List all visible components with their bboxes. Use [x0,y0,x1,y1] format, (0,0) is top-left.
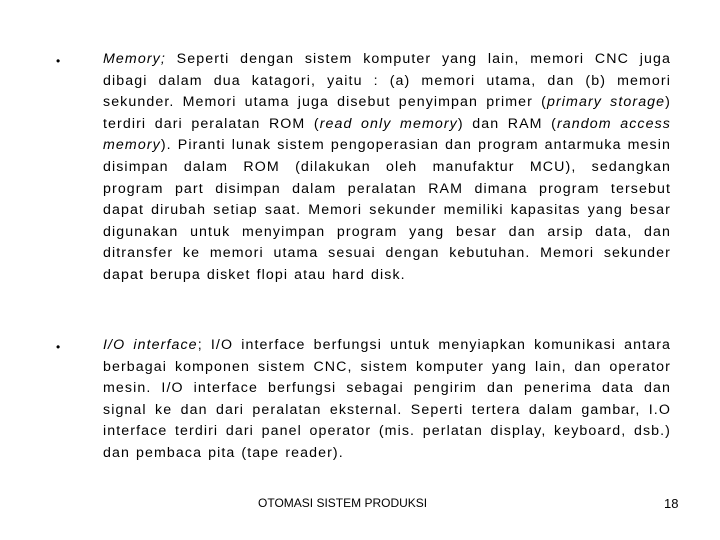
bullet-marker: • [56,340,61,354]
page-number: 18 [664,496,679,511]
io-interface-text: ; I/O interface berfungsi untuk menyiapkan komunikasi antara berbagai komponen sistem CNC, sistem komputer yang lain, dan operator mesin. I/O interface berfungsi sebagai pengirim dan penerima data dan signal ke dan dari peralatan eksternal. Seperti tertera dalam gambar, I.O interface terdiri dari panel operator (mis. perlatan display, keyboard, dsb.) dan pembaca pita (tape reader). [103,337,672,461]
memory-text-1: Seperti dengan sistem komputer yang lain, memori CNC juga dibagi dalam dua katagori, yaitu : (a) memori utama, dan (b) memori sekunder. Memori utama juga disebut penyimpan primer ( [103,51,671,111]
bullet-marker: • [56,54,61,68]
io-interface-paragraph [103,335,671,465]
memory-paragraph [103,49,671,287]
memory-text-3: ) dan RAM ( [457,115,557,132]
rom-term: read only memory [319,115,458,132]
ram-term: random access memory [103,115,671,154]
memory-term: Memory; [103,51,166,67]
memory-text-4: ). Piranti lunak sistem pengoperasian dan program antarmuka mesin disimpan dalam ROM (dilakukan oleh manufaktur MCU), sedangkan program part disimpan dalam peralatan RAM dimana program tersebut dapat dirubah setiap saat. Memori sekunder memiliki kapasitas yang besar digunakan untuk menyimpan program yang besar dan arsip data, dan ditransfer ke memori utama sesuai dengan kebutuhan. Memori sekunder dapat berupa disket flopi atau hard disk. [103,137,671,283]
io-interface-term: I/O interface [103,337,198,353]
primary-storage-term: primary storage [546,94,666,111]
footer-title: OTOMASI SISTEM PRODUKSI [258,496,428,510]
memory-text-2: ) terdiri dari peralatan ROM ( [103,94,671,132]
